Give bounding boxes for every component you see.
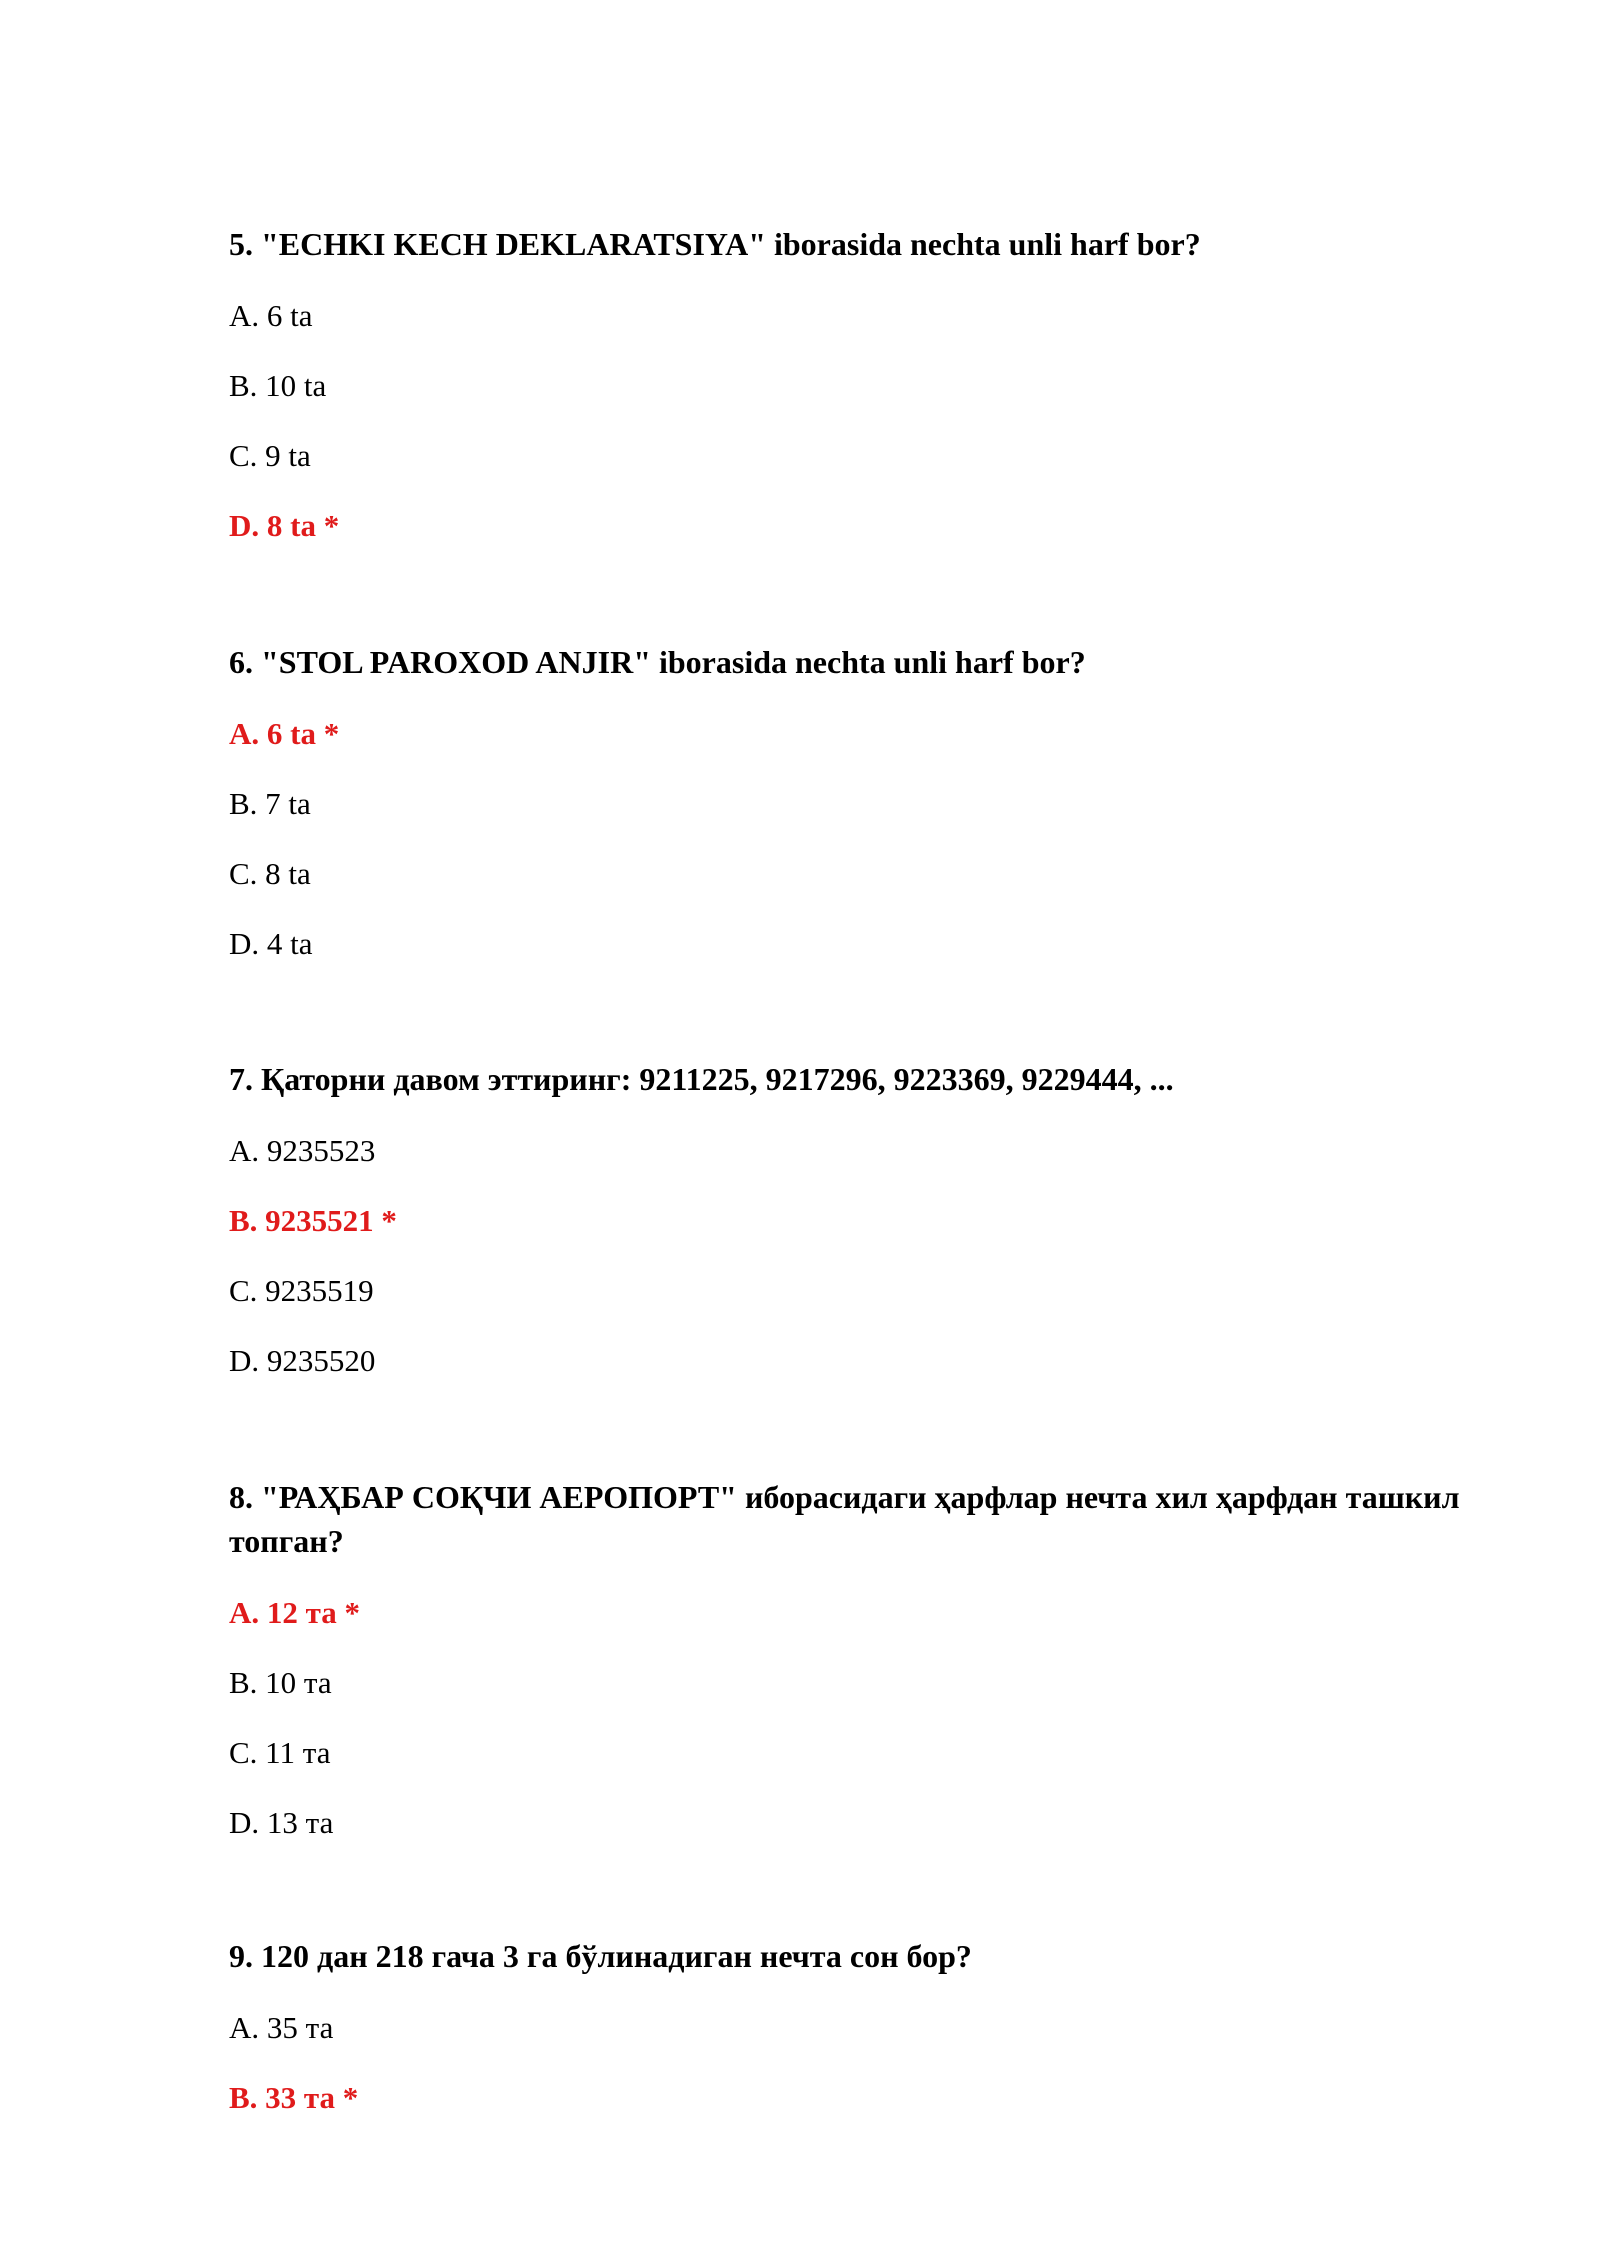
question-6 bbox=[229, 640, 1529, 964]
answer-option-d-correct: D. 8 ta * bbox=[229, 508, 340, 543]
question-text: 7. Қаторни давом эттиринг: 9211225, 9217296, 9223369, 9229444, ... bbox=[229, 1061, 1174, 1097]
answer-option-d: D. 4 ta bbox=[229, 926, 313, 961]
question-text: 6. "STOL PAROXOD ANJIR" iborasida nechta unli harf bor? bbox=[229, 644, 1086, 680]
answer-option-b-correct: B. 9235521 * bbox=[229, 1203, 397, 1238]
answer-option-a: A. 35 та bbox=[229, 2010, 334, 2045]
answer-option-c: C. 9 ta bbox=[229, 438, 311, 473]
answer-option-b: B. 7 ta bbox=[229, 786, 311, 821]
answer-option-c: C. 8 ta bbox=[229, 856, 311, 891]
answer-option-b-correct: B. 33 та * bbox=[229, 2080, 359, 2115]
answer-option-a: A. 9235523 bbox=[229, 1133, 376, 1168]
answer-option-c: C. 11 та bbox=[229, 1735, 331, 1770]
answer-option-a: A. 6 ta bbox=[229, 298, 313, 333]
question-5 bbox=[229, 222, 1529, 546]
answer-option-d: D. 13 та bbox=[229, 1805, 334, 1840]
answer-option-a-correct: A. 6 ta * bbox=[229, 716, 340, 751]
answer-option-b: B. 10 ta bbox=[229, 368, 327, 403]
question-text: 8. "РАҲБАР СОҚЧИ АЕРОПОРТ" иборасидаги ҳарфлар нечта хил ҳарфдан ташкил топган? bbox=[229, 1479, 1460, 1559]
answer-option-c: C. 9235519 bbox=[229, 1273, 374, 1308]
question-text: 5. "ECHKI KECH DEKLARATSIYA" iborasida nechta unli harf bor? bbox=[229, 226, 1201, 262]
question-9 bbox=[229, 1934, 1529, 2118]
question-text: 9. 120 дан 218 гача 3 га бўлинадиган нечта сон бор? bbox=[229, 1938, 972, 1974]
answer-option-d: D. 9235520 bbox=[229, 1343, 376, 1378]
answer-option-a-correct: A. 12 та * bbox=[229, 1595, 360, 1630]
answer-option-b: B. 10 та bbox=[229, 1665, 332, 1700]
question-7 bbox=[229, 1057, 1529, 1381]
question-8 bbox=[229, 1475, 1529, 1843]
